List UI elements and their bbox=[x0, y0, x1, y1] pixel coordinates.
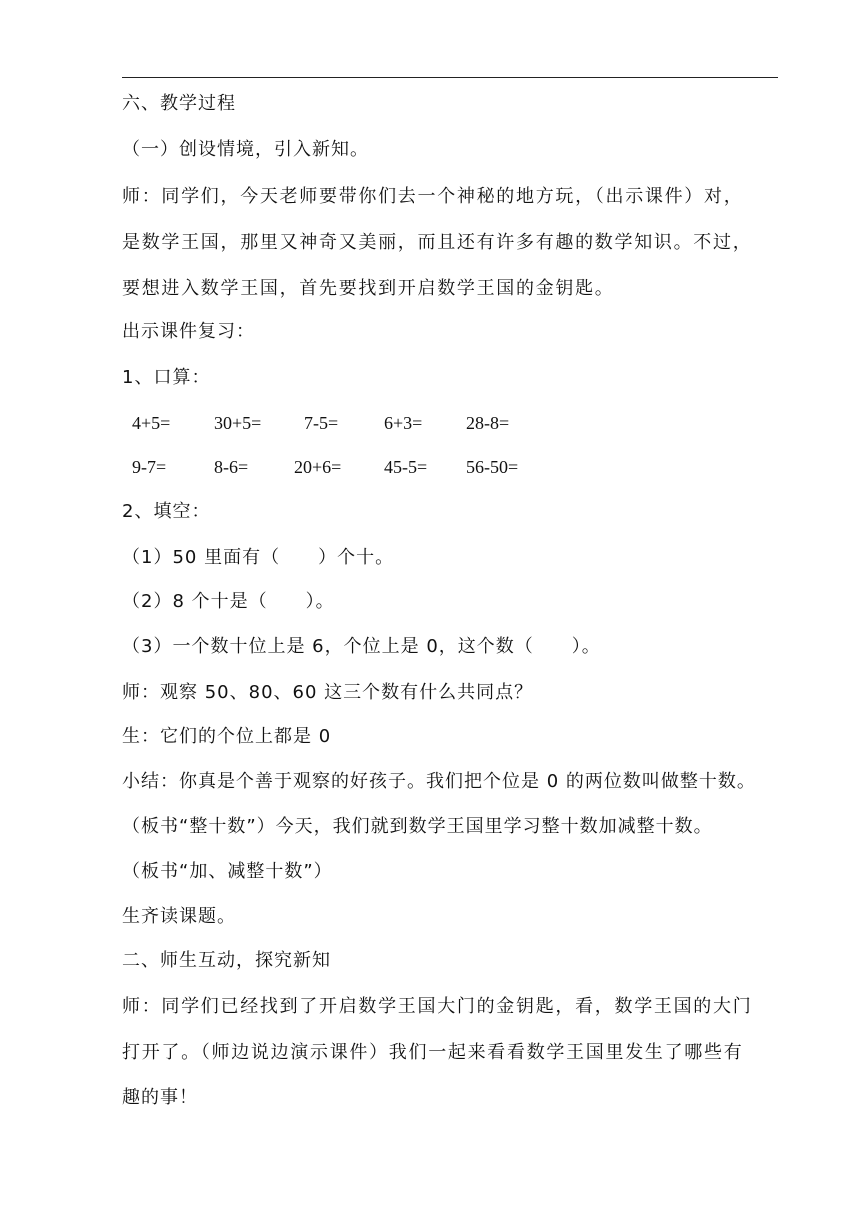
subsection-heading-create-situation: （一）创设情境，引入新知。 bbox=[122, 139, 369, 160]
paragraph-line: （板书“整十数”）今天，我们就到数学王国里学习整十数加减整十数。 bbox=[122, 816, 713, 837]
math-expression: 8-6= bbox=[214, 457, 249, 477]
header-rule bbox=[122, 77, 778, 78]
mental-math-row bbox=[132, 455, 632, 479]
math-expression: 20+6= bbox=[294, 457, 342, 477]
list-heading-mental-math: 1、口算： bbox=[122, 367, 211, 388]
fill-blank-item: （3）一个数十位上是 6，个位上是 0，这个数（ ）。 bbox=[122, 636, 601, 657]
math-expression: 56-50= bbox=[466, 457, 519, 477]
math-expression: 6+3= bbox=[384, 413, 423, 433]
list-heading-fill-blank: 2、填空： bbox=[122, 501, 211, 522]
math-expression: 30+5= bbox=[214, 413, 262, 433]
math-expression: 4+5= bbox=[132, 413, 171, 433]
fill-blank-item: （1）50 里面有（ ）个十。 bbox=[122, 547, 395, 568]
paragraph-line: （板书“加、减整十数”） bbox=[122, 861, 333, 882]
section-heading-teaching-process: 六、教学过程 bbox=[122, 93, 236, 114]
paragraph-line: 要想进入数学王国，首先要找到开启数学王国的金钥匙。 bbox=[122, 278, 615, 299]
math-expression: 45-5= bbox=[384, 457, 428, 477]
paragraph-line: 趣的事！ bbox=[122, 1087, 198, 1108]
paragraph-line: 生齐读课题。 bbox=[122, 906, 236, 927]
paragraph-line: 打开了。（师边说边演示课件）我们一起来看看数学王国里发生了哪些有 bbox=[122, 1042, 744, 1063]
math-expression: 28-8= bbox=[466, 413, 510, 433]
paragraph-line: 是数学王国，那里又神奇又美丽，而且还有许多有趣的数学知识。不过， bbox=[122, 232, 753, 253]
section-heading-interaction: 二、师生互动，探究新知 bbox=[122, 950, 331, 971]
paragraph-line: 师：同学们已经找到了开启数学王国大门的金钥匙，看，数学王国的大门 bbox=[122, 996, 753, 1017]
paragraph-line: 师：同学们，今天老师要带你们去一个神秘的地方玩，（出示课件）对， bbox=[122, 186, 744, 207]
paragraph-line: 生：它们的个位上都是 0 bbox=[122, 726, 332, 747]
paragraph-line: 小结：你真是个善于观察的好孩子。我们把个位是 0 的两位数叫做整十数。 bbox=[122, 771, 756, 792]
math-expression: 9-7= bbox=[132, 457, 167, 477]
fill-blank-item: （2）8 个十是（ ）。 bbox=[122, 591, 335, 612]
paragraph-line: 师：观察 50、80、60 这三个数有什么共同点？ bbox=[122, 682, 534, 703]
paragraph-line: 出示课件复习： bbox=[122, 321, 255, 342]
mental-math-row bbox=[132, 411, 632, 435]
math-expression: 7-5= bbox=[304, 413, 339, 433]
